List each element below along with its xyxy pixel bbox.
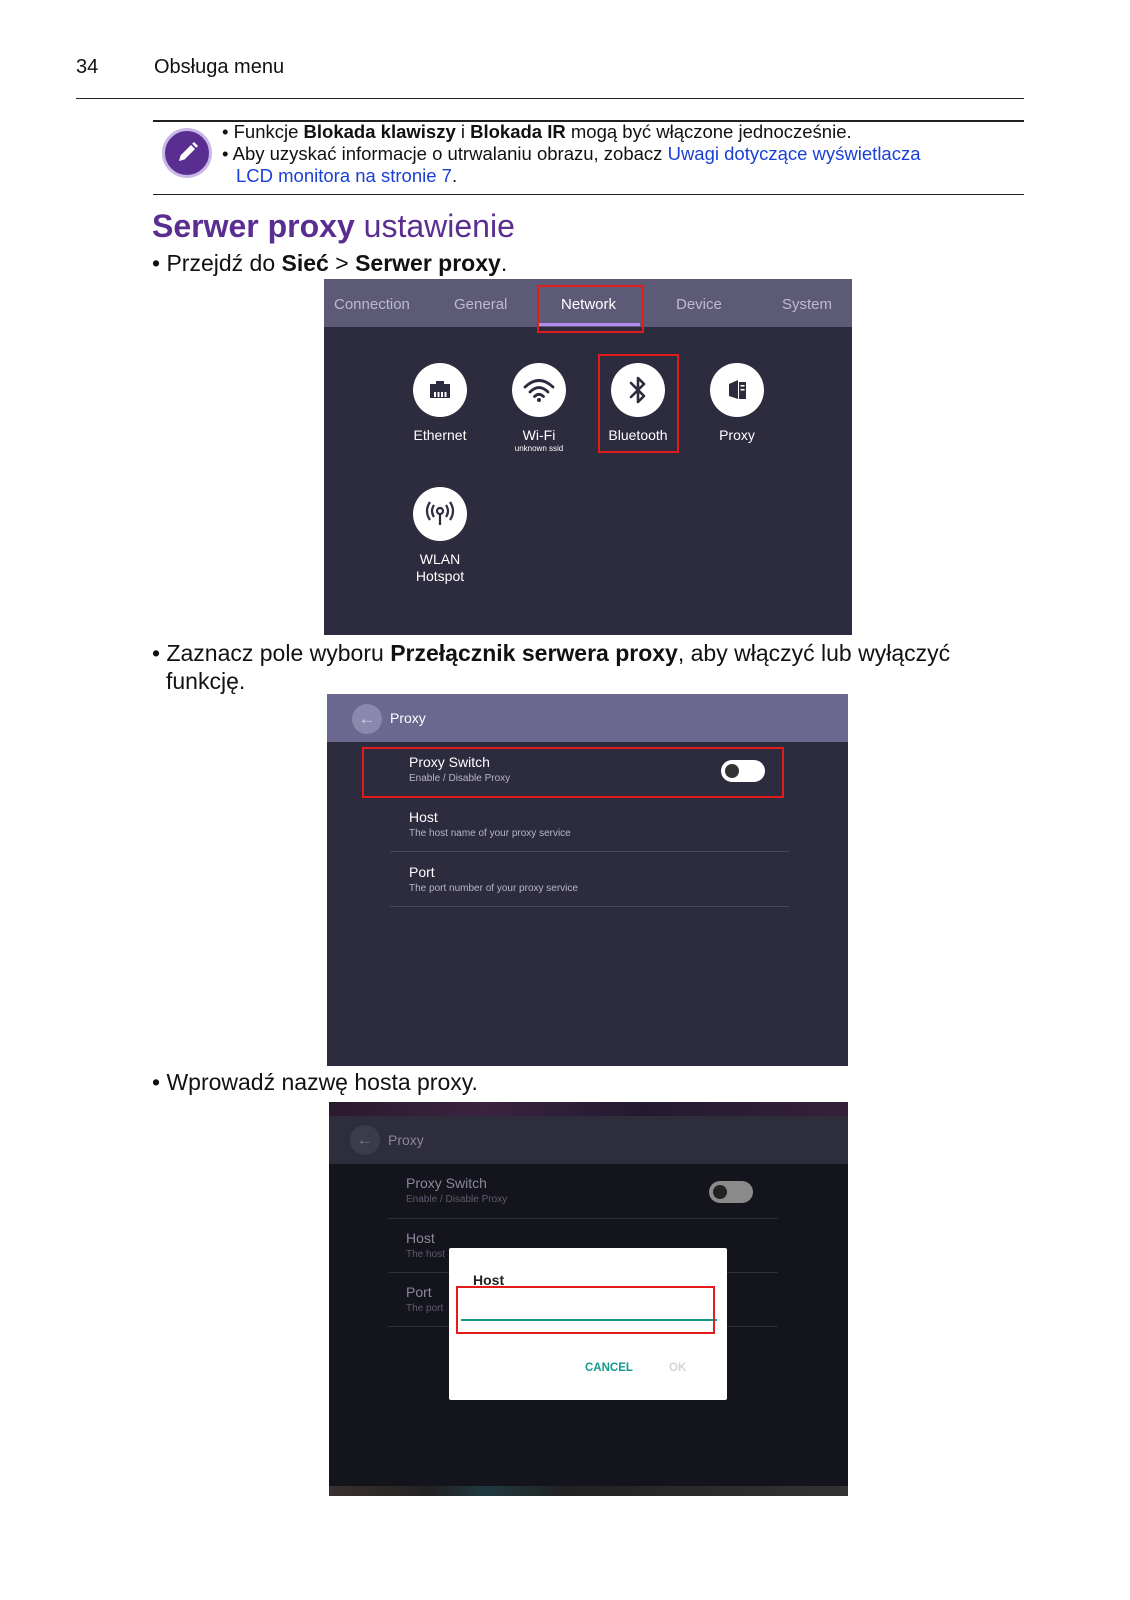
- back-arrow-icon[interactable]: ←: [352, 704, 382, 734]
- highlight-network-tab: [537, 285, 644, 333]
- ethernet-icon: [413, 363, 467, 417]
- wallpaper-strip: [329, 1102, 848, 1116]
- toggle-knob: [713, 1185, 727, 1199]
- network-item-ethernet[interactable]: [390, 363, 490, 444]
- port-sub-dimmed: The port: [406, 1303, 444, 1314]
- host-dialog-title: Host: [473, 1272, 505, 1288]
- note-line-2: • Aby uzyskać informacje o utrwalaniu obrazu, zobacz Uwagi dotyczące wyświetlacza: [222, 143, 921, 164]
- step-3: • Wprowadź nazwę hosta proxy.: [152, 1069, 478, 1095]
- ethernet-label: Ethernet: [413, 427, 467, 443]
- bluetooth-label: Bluetooth: [608, 427, 668, 443]
- row-divider: [388, 1218, 778, 1219]
- network-item-wlan-hotspot[interactable]: [390, 487, 490, 585]
- proxy-icon: [710, 363, 764, 417]
- lcd-notes-link[interactable]: Uwagi dotyczące wyświetlacza: [667, 143, 921, 164]
- note-line-2-cont: LCD monitora na stronie 7.: [236, 165, 458, 186]
- proxy-switch-title-dimmed: Proxy Switch: [406, 1175, 487, 1191]
- wifi-icon: [512, 363, 566, 417]
- proxy-page-title: Proxy: [390, 710, 426, 726]
- section-title: Serwer proxy ustawienie: [152, 208, 515, 244]
- host-sub-dimmed: The host: [406, 1249, 445, 1260]
- highlight-host-input: [456, 1286, 715, 1334]
- proxy-label: Proxy: [719, 427, 755, 443]
- network-item-wifi[interactable]: [489, 363, 589, 454]
- port-title-dimmed: Port: [406, 1284, 432, 1300]
- proxy-switch-toggle-dimmed: [709, 1181, 753, 1203]
- step-2: • Zaznacz pole wyboru Przełącznik serwera proxy, aby włączyć lub wyłączyć funkcję.: [152, 640, 951, 694]
- ok-button[interactable]: OK: [669, 1362, 687, 1374]
- highlight-proxy-switch: [362, 747, 784, 798]
- wifi-ssid: unknown ssid: [514, 444, 564, 453]
- pencil-icon: [162, 128, 212, 178]
- host-sub: The host name of your proxy service: [409, 828, 571, 839]
- lcd-notes-link-cont[interactable]: LCD monitora na stronie 7: [236, 165, 452, 186]
- tab-general[interactable]: General: [454, 296, 508, 313]
- taskbar-strip: [329, 1486, 848, 1496]
- proxy-title-bar: [327, 694, 848, 742]
- wlan-hotspot-label: WLAN Hotspot: [415, 551, 465, 584]
- port-title[interactable]: Port: [409, 864, 435, 880]
- host-title-dimmed: Host: [406, 1230, 435, 1246]
- tab-connection[interactable]: Connection: [334, 296, 410, 313]
- cancel-button[interactable]: CANCEL: [585, 1362, 633, 1374]
- header-title: Obsługa menu: [154, 56, 285, 78]
- proxy-switch-title: Proxy Switch: [409, 754, 490, 770]
- proxy-title-bar-dimmed: [329, 1116, 848, 1164]
- proxy-settings-screenshot: [327, 694, 848, 1066]
- proxy-switch-sub-dimmed: Enable / Disable Proxy: [406, 1194, 508, 1205]
- proxy-page-title-dimmed: Proxy: [388, 1132, 424, 1148]
- port-sub: The port number of your proxy service: [409, 883, 578, 894]
- highlight-bluetooth-item: [598, 354, 679, 453]
- row-divider: [390, 851, 789, 852]
- tab-network[interactable]: Network: [561, 296, 617, 313]
- step-1: • Przejdź do Sieć > Serwer proxy.: [152, 250, 508, 276]
- tab-system[interactable]: System: [782, 296, 833, 313]
- host-title[interactable]: Host: [409, 809, 438, 825]
- network-menu-screenshot: [324, 279, 852, 635]
- note-line-1: • Funkcje Blokada klawiszy i Blokada IR mogą być włączone jednocześnie.: [222, 121, 852, 142]
- note-bottom-rule: [153, 194, 1024, 195]
- wifi-label: Wi-Fi: [522, 427, 556, 443]
- note-text: [222, 121, 1012, 187]
- page-number: 34: [76, 56, 99, 78]
- host-dialog-screenshot: [329, 1102, 848, 1496]
- proxy-switch-sub: Enable / Disable Proxy: [409, 773, 511, 784]
- hotspot-icon: [413, 487, 467, 541]
- network-item-proxy[interactable]: [687, 363, 787, 444]
- back-arrow-icon: ←: [350, 1125, 380, 1155]
- tab-device[interactable]: Device: [676, 296, 722, 313]
- header-divider: [76, 98, 1024, 99]
- row-divider: [390, 906, 789, 907]
